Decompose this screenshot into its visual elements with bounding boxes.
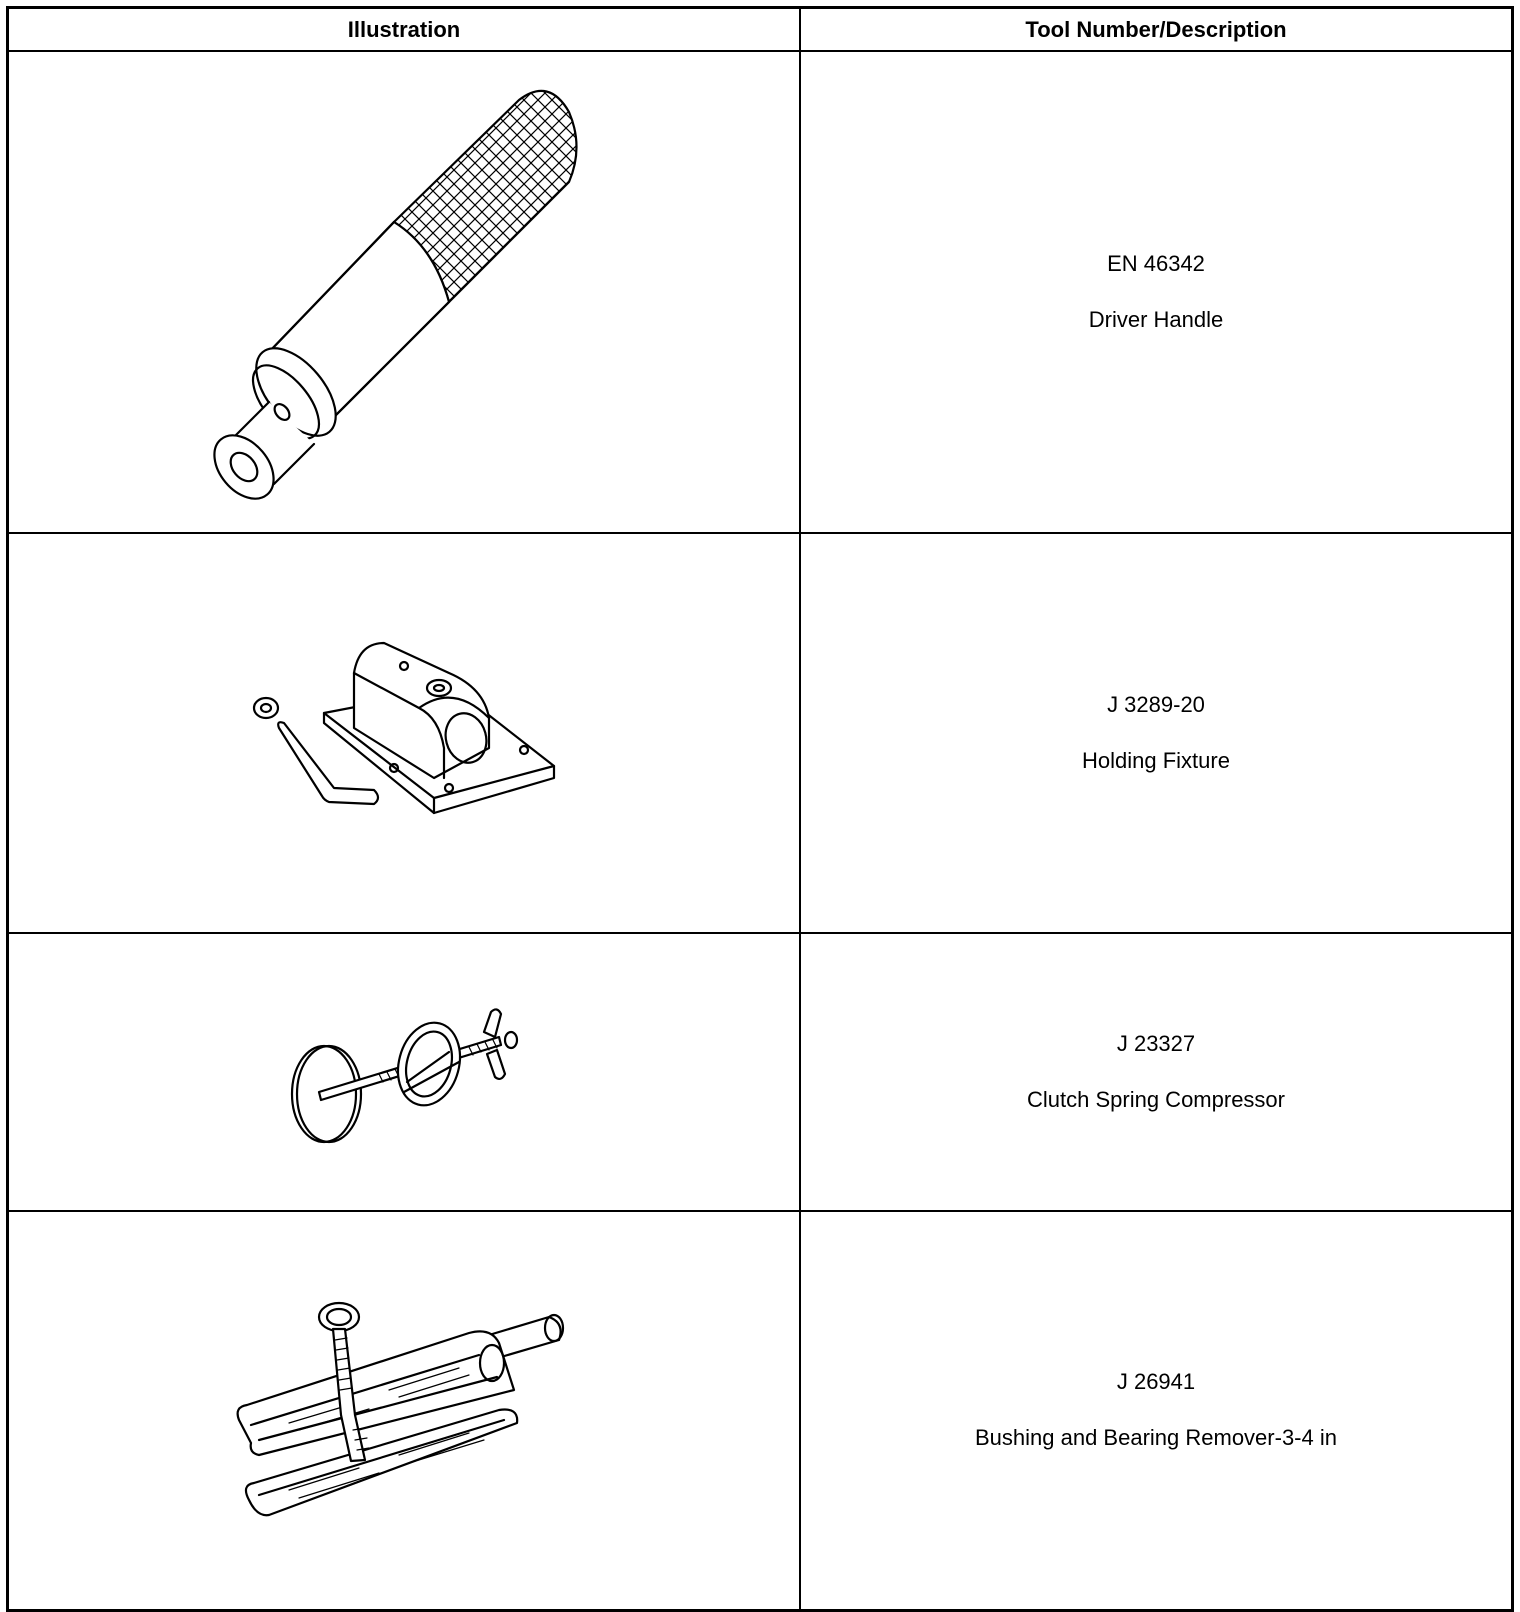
description-cell [800, 1211, 1513, 1610]
tool-number: EN 46342 [1107, 251, 1205, 276]
tool-number: J 23327 [1116, 1031, 1196, 1056]
table-row [8, 1211, 1513, 1610]
header-illustration: Illustration [8, 8, 801, 52]
illustration-cell [8, 933, 801, 1211]
bushing-bearing-remover-icon [229, 1295, 579, 1525]
header-tool-number-description: Tool Number/Description [800, 8, 1513, 52]
description-cell [800, 933, 1513, 1211]
tool-number: J 26941 [1116, 1369, 1196, 1395]
holding-fixture-icon [244, 628, 564, 838]
table-row [8, 51, 1513, 533]
tool-description: Holding Fixture [1082, 748, 1230, 773]
tool-description: Driver Handle [1088, 307, 1224, 332]
header-row [8, 8, 1513, 52]
clutch-spring-compressor-icon [279, 992, 529, 1152]
table-row [8, 933, 1513, 1211]
tool-description: Clutch Spring Compressor [1027, 1087, 1285, 1112]
special-tools-table [6, 6, 1514, 1612]
illustration-cell [8, 1211, 801, 1610]
tool-description: Bushing and Bearing Remover-3-4 in [975, 1425, 1337, 1451]
illustration-cell [8, 51, 801, 533]
tool-number: J 3289-20 [1107, 692, 1205, 717]
driver-handle-icon [174, 72, 634, 512]
description-cell [800, 51, 1513, 533]
illustration-cell [8, 533, 801, 933]
description-cell [800, 533, 1513, 933]
table-row [8, 533, 1513, 933]
